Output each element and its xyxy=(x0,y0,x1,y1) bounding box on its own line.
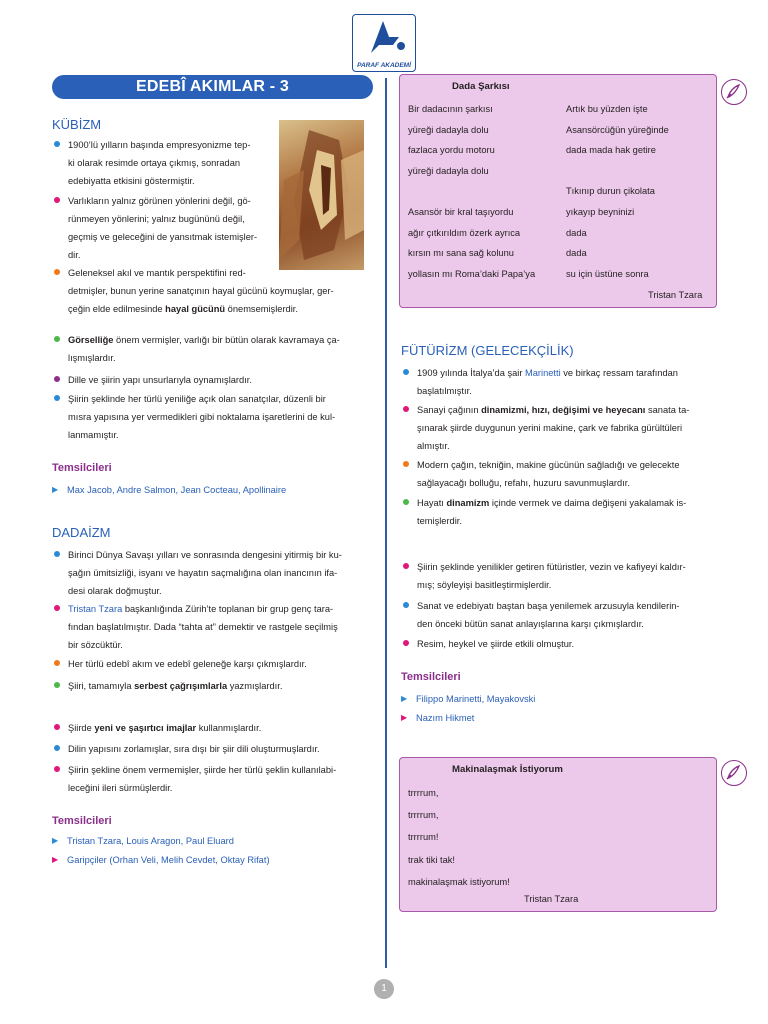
dadaizm-reps-1: ▶ Tristan Tzara, Louis Aragon, Paul Eluard xyxy=(52,833,234,849)
text-line: geçmiş ve geleceğini de yansıtmak istemişler- xyxy=(68,232,258,242)
dadaizm-reps-heading: Temsilcileri xyxy=(52,815,112,827)
text-line xyxy=(68,300,377,318)
poem-line: fazlaca yordu motoru xyxy=(408,145,495,156)
poem-line: trrrrum! xyxy=(408,832,439,843)
page-title: EDEBÎ AKIMLAR - 3 xyxy=(52,75,373,99)
futurizm-bullet-6 xyxy=(401,597,726,633)
poem-line: yollasın mı Roma’daki Papa’ya xyxy=(408,268,536,279)
text-line: Varlıkların yalnız görünen yönlerini değil, gö- xyxy=(68,196,251,206)
futurizm-reps-2: ▶ Nazım Hikmet xyxy=(401,710,474,726)
dadaizm-bullet-4 xyxy=(52,677,377,695)
poem-right-column xyxy=(566,99,669,284)
text-line: mış; söyleyişi basitleştirmişlerdir. xyxy=(417,580,552,590)
poem-box-dada-sarkisi xyxy=(399,74,717,308)
text-span: sanata ta- xyxy=(645,405,690,415)
text-line: Her türlü edebî akım ve edebî geleneğe karşı çıkmışlardır. xyxy=(68,659,307,669)
text-line: temişlerdir. xyxy=(417,516,462,526)
text-line: desi olarak doğmuştur. xyxy=(68,586,162,596)
poem-line: trak tiki tak! xyxy=(408,854,456,865)
text-line: Şiirin şeklinde her türlü yeniliğe açık olan sanatçılar, düzenli bir xyxy=(68,394,326,404)
text-line xyxy=(417,364,726,382)
text-line: den önceki bütün sanat anlayışlarına karşı çıkmışlardır. xyxy=(417,619,644,629)
text-span: Şiirde xyxy=(68,723,95,733)
quill-icon xyxy=(721,79,747,105)
poem-lines xyxy=(408,782,510,893)
column-divider xyxy=(385,78,387,968)
futurizm-bullet-2 xyxy=(401,401,726,455)
poem-line: yüreği dadayla dolu xyxy=(408,124,489,135)
dadaizm-heading: DADAİZM xyxy=(52,525,111,540)
text-line: lışmışlardır. xyxy=(68,353,116,363)
text-line: şınarak şiirde duygunun yerini makine, çark ve fabrika gürültüleri xyxy=(417,423,683,433)
text-line: almıştır. xyxy=(417,441,450,451)
text-span: ve birkaç ressam tarafından xyxy=(560,368,678,378)
bold-span: dinamizmi, hızı, değişimi ve heyecanı xyxy=(481,405,646,415)
poem-line: kırsın mı sana sağ kolunu xyxy=(408,248,514,259)
text-line: Sanat ve edebiyatı baştan başa yenilemek arzusuyla kendilerin- xyxy=(417,601,680,611)
kubizm-reps: ▶ Max Jacob, Andre Salmon, Jean Cocteau, Apollinaire xyxy=(52,482,286,498)
poem-title: Dada Şarkısı xyxy=(452,81,510,92)
text-span: çeğin elde edilmesinde xyxy=(68,304,166,314)
kubizm-bullet-2 xyxy=(52,192,277,264)
dadaizm-bullet-2 xyxy=(52,600,377,654)
text-line: bir sözcüktür. xyxy=(68,640,123,650)
poem-left-column xyxy=(408,99,535,284)
futurizm-bullet-4 xyxy=(401,494,726,530)
text-line: 1900’lü yılların başında empresyonizme tep- xyxy=(68,140,251,150)
text-span: önemsemişlerdir. xyxy=(225,304,298,314)
text-line: başlatılmıştır. xyxy=(417,386,472,396)
highlight-span: Marinetti xyxy=(525,368,561,378)
poem-line xyxy=(408,181,535,202)
text-line xyxy=(68,600,377,618)
futurizm-reps-heading: Temsilcileri xyxy=(401,671,461,683)
text-line xyxy=(68,677,377,695)
futurizm-reps-1: ▶ Filippo Marinetti, Mayakovski xyxy=(401,691,535,707)
text-line: Şiirin şeklinde yenilikler getiren fütüristler, vezin ve kafiyeyi kaldır- xyxy=(417,562,686,572)
kubizm-reps-heading: Temsilcileri xyxy=(52,462,112,474)
text-line: ki olarak resimde ortaya çıkmış, sonradan xyxy=(68,158,241,168)
paraf-akademi-logo xyxy=(352,14,416,72)
poem-line xyxy=(566,161,669,182)
kubizm-bullet-1 xyxy=(52,136,277,190)
page-number: 1 xyxy=(374,979,394,999)
text-line: Modern çağın, tekniğin, makine gücünün sağladığı ve gelecekte xyxy=(417,460,680,470)
text-line: Resim, heykel ve şiirde etkili olmuştur. xyxy=(417,639,575,649)
text-line: Dilin yapısını zorlamışlar, sıra dışı bir şiir dili oluşturmuşlardır. xyxy=(68,744,320,754)
poem-line: makinalaşmak istiyorum! xyxy=(408,876,510,887)
kubizm-bullet-6 xyxy=(52,390,377,444)
text-line: fından başlatılmıştır. Dada “tahta at” demektir ve rastgele seçilmiş xyxy=(68,622,338,632)
text-line xyxy=(68,331,377,349)
futurizm-bullet-5 xyxy=(401,558,726,594)
text-line: detmişler, bunun yerine sanatçının hayal gücünü koymuşlar, ger- xyxy=(68,286,334,296)
poem-author: Tristan Tzara xyxy=(524,894,579,904)
dadaizm-bullet-5 xyxy=(52,719,377,737)
text-span: yazmışlardır. xyxy=(227,681,283,691)
text-line xyxy=(417,494,726,512)
dadaizm-bullet-1 xyxy=(52,546,377,600)
kubizm-bullet-3 xyxy=(52,264,377,318)
kubizm-bullet-4 xyxy=(52,331,377,367)
text-span: Şiiri, tamamıyla xyxy=(68,681,135,691)
futurizm-bullet-1 xyxy=(401,364,726,400)
poem-author: Tristan Tzara xyxy=(648,290,703,300)
poem-line: ağır çıtkırıldım özerk ayrıca xyxy=(408,227,521,238)
poem-line: Artık bu yüzden işte xyxy=(566,104,648,114)
bold-span: yeni ve şaşırtıcı imajlar xyxy=(94,723,197,733)
poem-line: Asansör bir kral taşıyordu xyxy=(408,206,514,217)
dadaizm-bullet-3 xyxy=(52,655,377,673)
text-line: Şiirin şekline önem vermemişler, şiirde her türlü şeklin kullanılabi- xyxy=(68,765,337,775)
poem-line: yüreği dadayla dolu xyxy=(408,165,489,176)
dadaizm-reps-2: ▶ Garipçiler (Orhan Veli, Melih Cevdet, Oktay Rifat) xyxy=(52,852,270,868)
text-line xyxy=(68,719,377,737)
futurizm-bullet-7 xyxy=(401,635,726,653)
text-span: başkanlığında Zürih’te toplanan bir grup genç tara- xyxy=(122,604,334,614)
text-line: rünmeyen yönlerini; yalnız bugününü değil, xyxy=(68,214,245,224)
poem-box-makinalasmak xyxy=(399,757,717,912)
poem-line: Bir dadacının şarkısı xyxy=(408,104,493,114)
highlight-span: Tristan Tzara xyxy=(68,604,123,614)
text-line xyxy=(417,401,726,419)
poem-line: trrrrum, xyxy=(408,810,439,821)
text-line: lanmamıştır. xyxy=(68,430,119,440)
quill-glyph-icon xyxy=(722,761,745,784)
poem-line: trrrrum, xyxy=(408,788,439,798)
cubist-painting-image xyxy=(279,120,364,270)
text-span: Hayatı xyxy=(417,498,447,508)
logo-text: PARAF AKADEMİ xyxy=(357,62,411,69)
quill-glyph-icon xyxy=(722,80,745,103)
bold-span: serbest çağrışımlarla xyxy=(134,681,228,691)
dadaizm-bullet-6 xyxy=(52,740,377,758)
text-line: Birinci Dünya Savaşı yılları ve sonrasında dengesini yitirmiş bir ku- xyxy=(68,550,342,560)
poem-title: Makinalaşmak İstiyorum xyxy=(452,764,563,775)
text-span: içinde vermek ve daima değişeni yakalamak is- xyxy=(489,498,687,508)
text-span: kullanmışlardır. xyxy=(196,723,262,733)
poem-line: yıkayıp beyninizi xyxy=(566,206,635,217)
text-line: mısra yapısına yer vermedikleri gibi noktalama işaretlerini de kul- xyxy=(68,412,336,422)
futurizm-bullet-3 xyxy=(401,456,726,492)
text-line: Dille ve şiirin yapı unsurlarıyla oynamışlardır. xyxy=(68,375,252,385)
text-line: leceğini ileri sürmüşlerdir. xyxy=(68,783,173,793)
poem-line: su için üstüne sonra xyxy=(566,268,649,279)
text-span: önem vermişler, varlığı bir bütün olarak kavramaya ça- xyxy=(113,335,340,345)
text-line: şağın ümitsizliği, isyanı ve hayatın saçmalığına olan inancının ifa- xyxy=(68,568,338,578)
dadaizm-bullet-7 xyxy=(52,761,377,797)
poem-line: dada mada hak getire xyxy=(566,145,656,156)
painting-icon xyxy=(279,120,364,270)
text-span: 1909 yılında İtalya’da şair xyxy=(417,368,526,378)
futurizm-heading: FÜTÜRİZM (GELECEKÇİLİK) xyxy=(401,343,574,358)
poem-line: Tıkınıp durun çikolata xyxy=(566,186,655,197)
text-line: Geleneksel akıl ve mantık perspektifini red- xyxy=(68,268,246,278)
poem-line: dada xyxy=(566,227,587,238)
text-line: dir. xyxy=(68,250,81,260)
bold-span: hayal gücünü xyxy=(165,304,226,314)
text-span: Sanayi çağının xyxy=(417,405,482,415)
kubizm-heading: KÜBİZM xyxy=(52,117,102,132)
text-line: edebiyatta etkisini göstermiştir. xyxy=(68,176,195,186)
text-line: sağlayacağı bolluğu, refahı, huzuru savunmuşlardır. xyxy=(417,478,630,488)
kubizm-bullet-5 xyxy=(52,371,377,389)
poem-line: dada xyxy=(566,248,587,259)
logo-mark-icon xyxy=(353,15,414,59)
bold-span: Görselliğe xyxy=(68,335,114,345)
quill-icon xyxy=(721,760,747,786)
bold-span: dinamizm xyxy=(446,498,490,508)
poem-line: Asansörcüğün yüreğinde xyxy=(566,124,669,135)
